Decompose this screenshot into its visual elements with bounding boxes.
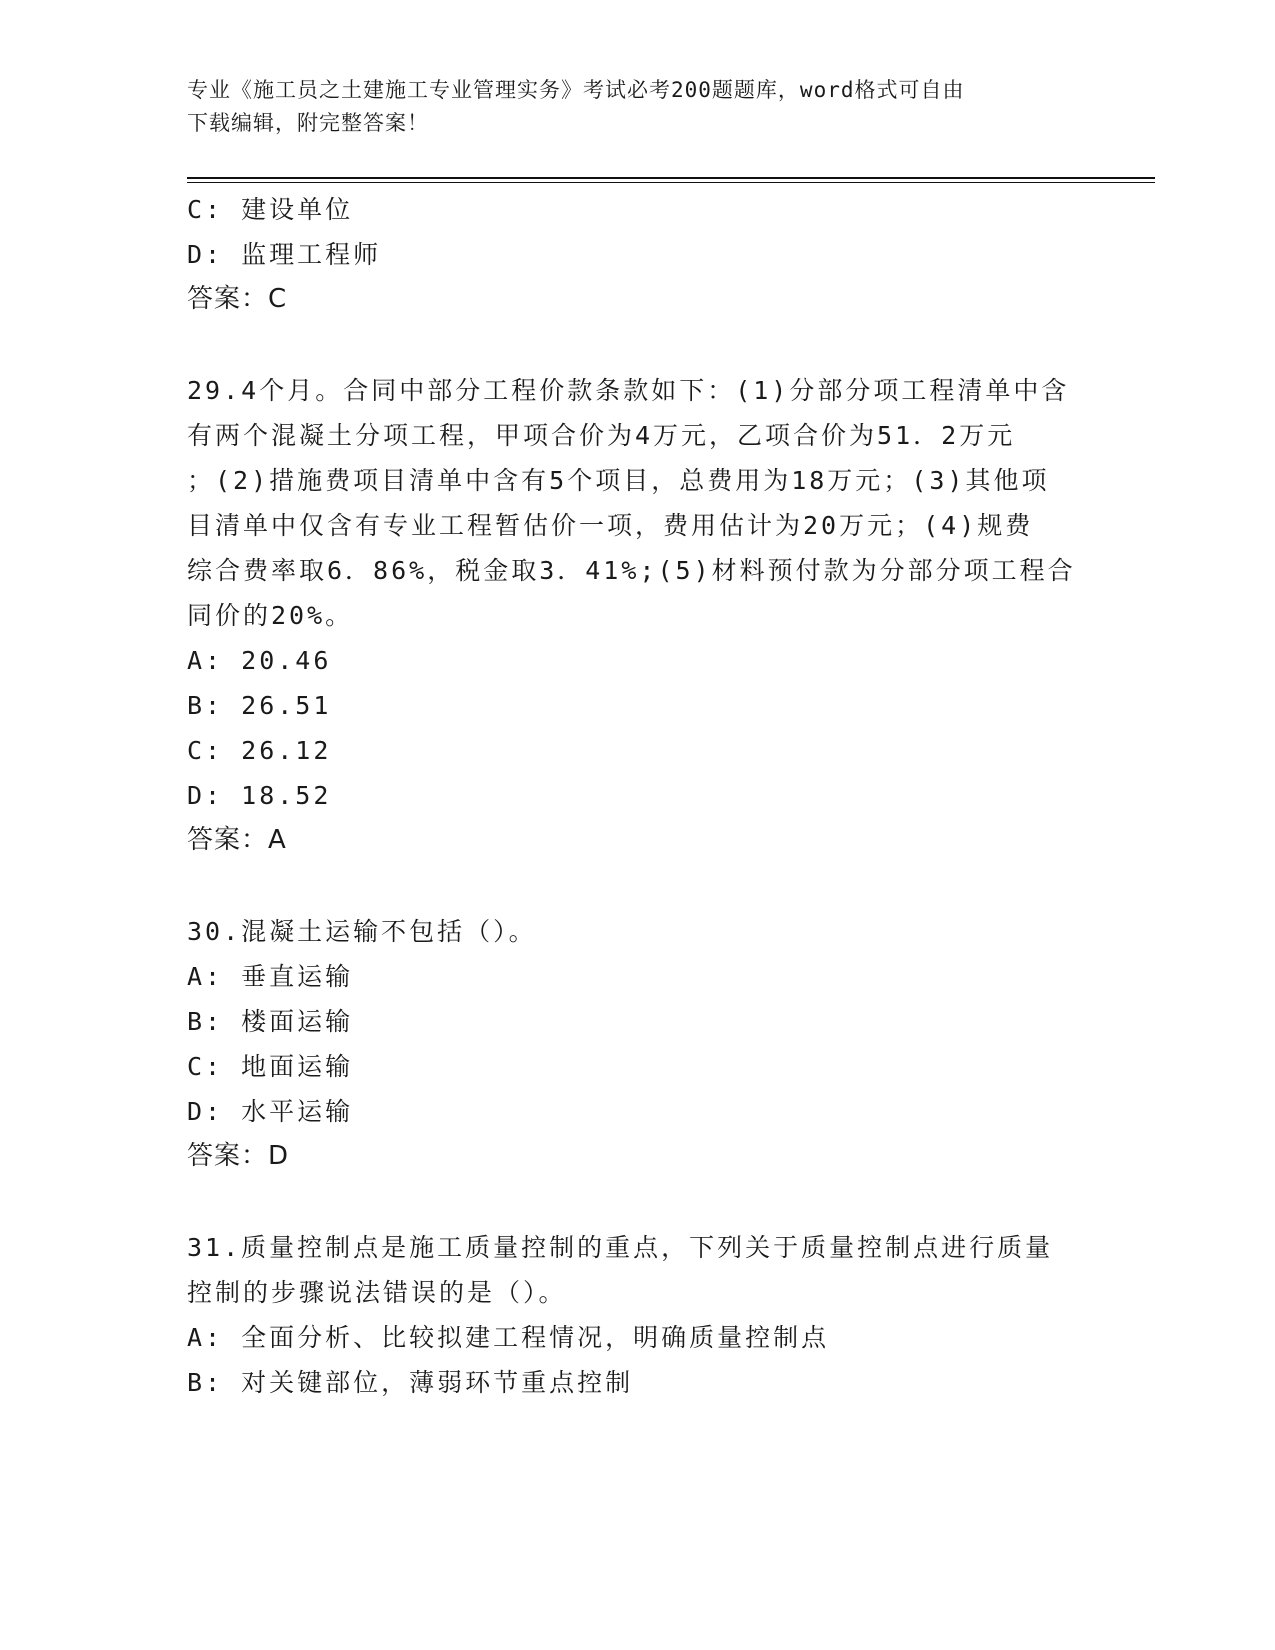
q30-option-d: D: 水平运输 — [187, 1097, 354, 1126]
header-title-line-1: 专业《施工员之土建施工专业管理实务》考试必考200题题库，word格式可自由 — [187, 78, 965, 102]
q30-option-b: B: 楼面运输 — [187, 1007, 354, 1036]
question-content — [187, 187, 1087, 1405]
spacer — [187, 863, 1087, 909]
q29-option-d: D: 18.52 — [187, 781, 332, 810]
q29-answer: 答案：A — [187, 825, 287, 855]
q29-option-a: A: 20.46 — [187, 646, 332, 675]
q31-option-a: A: 全面分析、比较拟建工程情况，明确质量控制点 — [187, 1323, 830, 1352]
q29-option-b: B: 26.51 — [187, 691, 332, 720]
q30-option-c: C: 地面运输 — [187, 1052, 354, 1081]
q28-answer: 答案：C — [187, 284, 288, 314]
q28-option-c: C: 建设单位 — [187, 195, 354, 224]
q30-option-a: A: 垂直运输 — [187, 962, 354, 991]
document-header — [187, 74, 1067, 140]
spacer — [187, 322, 1087, 368]
q31-stem-line-1: 31.质量控制点是施工质量控制的重点，下列关于质量控制点进行质量 — [187, 1233, 1054, 1262]
q29-stem-line-3: ；(2)措施费项目清单中含有5个项目，总费用为18万元；(3)其他项 — [187, 466, 1050, 495]
header-title-line-2: 下载编辑，附完整答案！ — [187, 111, 429, 135]
q29-stem-line-4: 目清单中仅含有专业工程暂估价一项，费用估计为20万元；(4)规费 — [187, 511, 1034, 540]
q28-option-d: D: 监理工程师 — [187, 240, 382, 269]
q31-option-b: B: 对关键部位，薄弱环节重点控制 — [187, 1368, 634, 1397]
header-divider-thick — [187, 177, 1155, 179]
q29-stem-line-6: 同价的20%。 — [187, 601, 354, 630]
q29-stem-line-5: 综合费率取6．86%，税金取3．41%;(5)材料预付款为分部分项工程合 — [187, 556, 1076, 585]
q29-option-c: C: 26.12 — [187, 736, 332, 765]
q29-stem-line-1: 29.4个月。合同中部分工程价款条款如下：(1)分部分项工程清单中含 — [187, 376, 1070, 405]
q30-stem: 30.混凝土运输不包括（）。 — [187, 917, 537, 946]
spacer — [187, 1179, 1087, 1225]
q30-answer: 答案：D — [187, 1141, 290, 1171]
q31-stem-line-2: 控制的步骤说法错误的是（）。 — [187, 1278, 567, 1307]
q29-stem-line-2: 有两个混凝土分项工程，甲项合价为4万元，乙项合价为51．2万元 — [187, 421, 1016, 450]
header-divider-thin — [187, 182, 1155, 183]
